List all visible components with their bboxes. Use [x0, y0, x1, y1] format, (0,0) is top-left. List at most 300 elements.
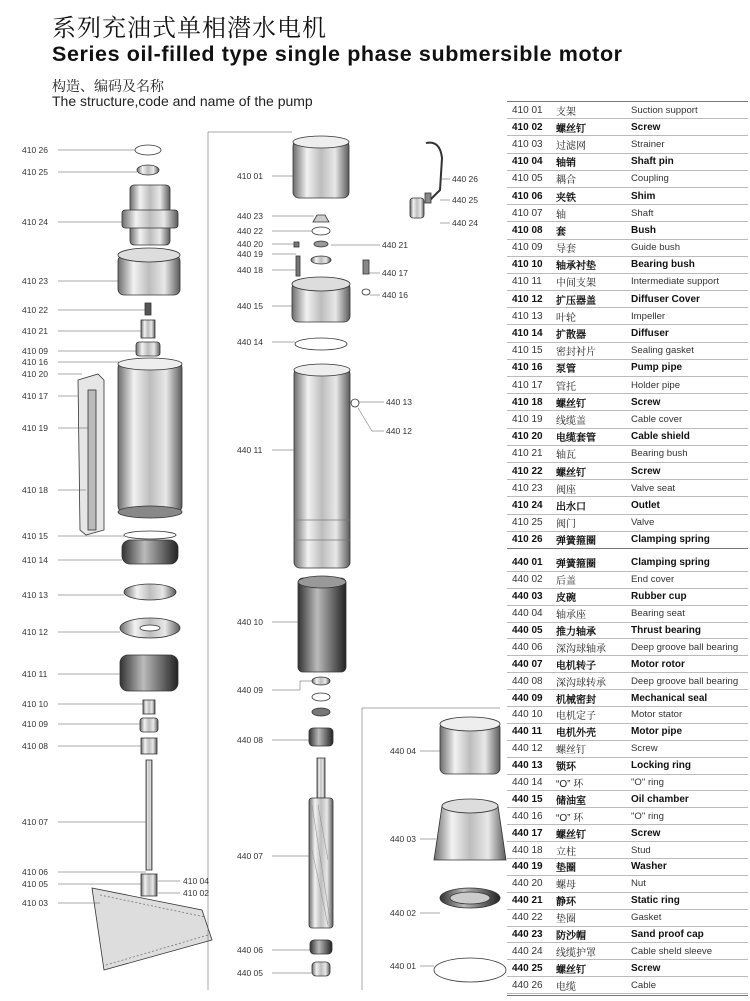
part-code: 410 16 [512, 362, 543, 374]
part-shaft [146, 760, 152, 870]
parts-row [507, 274, 748, 291]
label: 410 09 [22, 346, 48, 356]
part-pump-pipe [118, 362, 182, 512]
part-cn: 螺丝钉 [556, 964, 586, 976]
label: 440 18 [237, 265, 263, 275]
part-cn: 阀座 [556, 484, 576, 496]
part-code: 440 22 [512, 912, 543, 924]
part-code: 410 19 [512, 413, 543, 425]
label: 440 25 [452, 195, 478, 205]
part-en: Static ring [631, 895, 680, 907]
part-en: Strainer [631, 138, 665, 150]
label: 440 03 [390, 834, 416, 844]
part-sand-cap [313, 215, 329, 222]
parts-row [507, 910, 748, 927]
part-static-ring [311, 256, 331, 264]
motor-parts-list [507, 555, 748, 994]
parts-row [507, 240, 748, 257]
parts-row [507, 943, 748, 960]
part-code: 410 17 [512, 379, 543, 391]
part-cable-sheld-sleeve [410, 198, 424, 218]
label: 410 20 [22, 369, 48, 379]
part-cn: 后盖 [556, 576, 576, 588]
part-gasket [312, 227, 330, 235]
parts-row [507, 136, 748, 153]
parts-row [507, 205, 748, 222]
label: 440 14 [237, 337, 263, 347]
part-code: 410 13 [512, 310, 543, 322]
part-cn: 电缆套管 [556, 433, 596, 445]
part-cn: “O” 环 [556, 812, 584, 824]
part-code: 440 21 [512, 895, 543, 907]
subtitle-en: The structure,code and name of the pump [52, 93, 313, 109]
part-code: 440 07 [512, 658, 543, 670]
label: 410 07 [22, 817, 48, 827]
part-cn: 轴瓦 [556, 450, 576, 462]
part-bearing-bush [141, 320, 155, 338]
page-title-cn: 系列充油式单相潜水电机 [52, 15, 327, 42]
label: 440 08 [237, 735, 263, 745]
part-code: 410 26 [512, 534, 543, 546]
part-cn: 螺丝钉 [556, 745, 586, 757]
pump-assembly [78, 145, 212, 970]
part-en: Bearing seat [631, 608, 685, 620]
part-cn: 弹簧箍圈 [556, 536, 596, 548]
part-en: Stud [631, 844, 651, 856]
part-code: 410 07 [512, 207, 543, 219]
part-en: Motor stator [631, 709, 683, 721]
part-cn: 出水口 [556, 501, 586, 513]
part-code: 440 02 [512, 574, 543, 586]
part-en: Bush [631, 224, 656, 236]
parts-row [507, 639, 748, 656]
part-code: 410 22 [512, 465, 543, 477]
parts-row [507, 360, 748, 377]
part-ball-bearing-2 [310, 940, 332, 954]
parts-row [507, 589, 748, 606]
parts-row [507, 532, 748, 549]
parts-row [507, 463, 748, 480]
part-en: Deep groove ball bearing [631, 675, 739, 687]
motor-assembly [292, 136, 442, 976]
parts-row [507, 188, 748, 205]
label: 410 08 [22, 741, 48, 751]
parts-row [507, 377, 748, 394]
part-en: Cable shield [631, 431, 690, 443]
part-cn: 机械密封 [556, 694, 596, 706]
part-en: Thrust bearing [631, 625, 702, 636]
parts-row [507, 394, 748, 411]
part-code: 410 02 [512, 121, 543, 133]
parts-row [507, 673, 748, 690]
label: 410 02 [183, 888, 209, 898]
part-cn: 储油室 [556, 795, 586, 807]
part-code: 440 14 [512, 777, 543, 789]
part-cn: 轴承衬垫 [556, 261, 596, 273]
part-en: Cable sheld sleeve [631, 945, 713, 957]
part-locking-ring [351, 399, 359, 407]
part-labels [22, 145, 478, 978]
label: 410 25 [22, 167, 48, 177]
part-stud [296, 256, 300, 276]
parts-row [507, 893, 748, 910]
part-code: 410 11 [512, 276, 542, 288]
label: 440 09 [237, 685, 263, 695]
part-en: Bearing bush [631, 448, 688, 460]
label: 410 06 [22, 867, 48, 877]
part-cn: “O” 环 [556, 779, 584, 791]
part-mechanical-seal [312, 677, 330, 685]
part-en: Motor rotor [631, 658, 685, 670]
parts-row [507, 960, 748, 977]
part-motor-rotor [317, 758, 325, 798]
part-code: 440 04 [512, 608, 543, 620]
part-en: Screw [631, 743, 658, 755]
part-cn: 螺母 [556, 880, 576, 892]
part-code: 410 21 [512, 448, 543, 460]
label: 410 03 [22, 898, 48, 908]
label: 410 26 [22, 145, 48, 155]
parts-row [507, 102, 748, 119]
part-cn: 套 [556, 226, 566, 238]
parts-row [507, 791, 748, 808]
part-en: Diffuser [631, 328, 669, 340]
part-valve [137, 165, 159, 175]
parts-row [507, 606, 748, 623]
part-en: Motor pipe [631, 726, 683, 738]
part-en: Screw [631, 962, 661, 974]
part-code: 410 03 [512, 138, 543, 150]
part-en: Valve [631, 517, 655, 529]
part-cn: 轴 [556, 209, 566, 221]
label: 410 19 [22, 423, 48, 433]
part-code: 440 24 [512, 945, 543, 957]
part-cn: 密封衬片 [556, 347, 596, 359]
part-code: 440 15 [512, 793, 543, 805]
label: 440 15 [237, 301, 263, 311]
part-cn: 扩压器盖 [556, 295, 596, 307]
part-en: Sealing gasket [631, 345, 694, 357]
part-cn: 深沟球转承 [556, 677, 606, 689]
label: 410 04 [183, 876, 209, 886]
part-en: Screw [631, 396, 661, 408]
part-code: 410 18 [512, 396, 543, 408]
part-code: 440 09 [512, 692, 543, 704]
label: 410 15 [22, 531, 48, 541]
parts-row [507, 758, 748, 775]
label: 410 12 [22, 627, 48, 637]
parts-row [507, 656, 748, 673]
part-en: Deep groove ball bearing [631, 641, 739, 653]
part-code: 410 24 [512, 499, 543, 511]
part-cn: 轴承座 [556, 610, 586, 622]
part-en: Outlet [631, 499, 660, 511]
part-en: Pump pipe [631, 362, 683, 374]
part-en: Screw [631, 465, 661, 477]
part-guide-bush [136, 342, 160, 356]
label: 440 04 [390, 746, 416, 756]
label: 410 13 [22, 590, 48, 600]
label: 440 01 [390, 961, 416, 971]
label: 410 09 [22, 719, 48, 729]
parts-row [507, 411, 748, 428]
part-en: Diffuser Cover [631, 293, 700, 305]
part-code: 440 03 [512, 591, 543, 603]
part-screw-3 [425, 193, 431, 203]
subtitle-cn: 构造、编码及名称 [52, 78, 164, 94]
part-cn: 电机转子 [556, 660, 596, 672]
label: 410 18 [22, 485, 48, 495]
part-en: "O" ring [631, 777, 664, 789]
part-cn: 电机定子 [556, 711, 596, 723]
parts-row [507, 775, 748, 792]
parts-row [507, 927, 748, 944]
label: 410 16 [22, 357, 48, 367]
parts-row [507, 842, 748, 859]
part-en: Clamping spring [631, 534, 710, 546]
table-divider [507, 548, 748, 549]
parts-row [507, 480, 748, 497]
part-coupling [141, 874, 157, 896]
part-cn: 线缆护罩 [556, 947, 596, 959]
label: 440 06 [237, 945, 263, 955]
part-en: Clamping spring [631, 557, 710, 569]
label: 440 10 [237, 617, 263, 627]
part-cn: 电机外壳 [556, 728, 596, 740]
part-clamp-spring-2 [434, 958, 506, 982]
label: 440 02 [390, 908, 416, 918]
part-en: Valve seat [631, 482, 676, 494]
part-en: Shaft [631, 207, 654, 219]
part-motor-stator [298, 578, 346, 672]
page-title-en: Series oil-filled type single phase submersible motor [52, 42, 623, 66]
part-code: 440 08 [512, 675, 543, 687]
part-code: 410 14 [512, 328, 543, 340]
part-cn: 中间支架 [556, 278, 596, 290]
label: 440 07 [237, 851, 263, 861]
label: 410 23 [22, 276, 48, 286]
part-code: 410 20 [512, 431, 543, 443]
part-en: "O" ring [631, 810, 664, 822]
part-en: Gasket [631, 912, 662, 924]
part-en: Bearing bush [631, 259, 695, 271]
part-code: 440 17 [512, 827, 543, 839]
part-en: Suction support [631, 104, 698, 116]
part-cn: 弹簧箍圈 [556, 559, 596, 571]
part-impeller [124, 584, 176, 600]
part-code: 440 06 [512, 641, 543, 653]
part-code: 410 04 [512, 156, 543, 168]
part-en: Shim [631, 190, 656, 202]
part-en: Mechanical seal [631, 692, 708, 704]
part-code: 440 16 [512, 810, 543, 822]
part-cn: 皮碗 [556, 593, 576, 605]
parts-row [507, 222, 748, 239]
part-code: 410 06 [512, 190, 543, 202]
label: 410 14 [22, 555, 48, 565]
part-en: Nut [631, 878, 646, 890]
parts-row [507, 343, 748, 360]
part-motor-pipe [294, 368, 350, 568]
parts-row [507, 154, 748, 171]
label: 440 13 [386, 397, 412, 407]
parts-table [507, 101, 748, 996]
part-code: 410 08 [512, 224, 543, 236]
label: 410 05 [22, 879, 48, 889]
part-cn: 支架 [556, 106, 576, 118]
parts-row [507, 291, 748, 308]
parts-row [507, 707, 748, 724]
part-code: 440 26 [512, 979, 543, 991]
part-o-ring-2 [295, 338, 347, 350]
part-code: 410 09 [512, 242, 543, 254]
label: 410 24 [22, 217, 48, 227]
part-bearing-bush-2 [143, 700, 155, 714]
part-code: 440 12 [512, 743, 543, 755]
part-o-ring [362, 289, 370, 295]
label: 410 21 [22, 326, 48, 336]
part-suction-support [293, 140, 349, 198]
parts-row [507, 171, 748, 188]
part-en: Intermediate support [631, 276, 719, 288]
label: 440 22 [237, 226, 263, 236]
label: 440 17 [382, 268, 408, 278]
part-cn: 锁环 [556, 762, 576, 774]
parts-row [507, 119, 748, 136]
label: 410 10 [22, 699, 48, 709]
part-en: Washer [631, 861, 667, 873]
part-cn: 线缆盖 [556, 415, 586, 427]
part-strainer [92, 888, 212, 970]
part-rubber-cup [434, 806, 506, 860]
part-cn: 导套 [556, 244, 576, 256]
parts-row [507, 257, 748, 274]
part-code: 440 05 [512, 625, 543, 636]
part-ball-bearing [309, 728, 333, 746]
parts-row [507, 690, 748, 707]
part-cn: 推力轴承 [556, 627, 596, 638]
label: 410 17 [22, 391, 48, 401]
part-en: Holder pipe [631, 379, 681, 391]
label: 440 11 [237, 445, 263, 455]
part-diffuser [122, 540, 178, 564]
label: 410 01 [237, 171, 263, 181]
part-cn: 立柱 [556, 846, 576, 858]
part-code: 410 12 [512, 293, 543, 305]
part-cn: 轴销 [556, 158, 576, 170]
part-en: Impeller [631, 310, 666, 322]
part-en: Shaft pin [631, 156, 674, 168]
label: 440 05 [237, 968, 263, 978]
part-intermediate-support [120, 655, 178, 691]
part-en: Cable [631, 979, 657, 991]
part-cn: 螺丝钉 [556, 123, 586, 135]
part-cn: 过滤网 [556, 140, 586, 152]
part-code: 410 23 [512, 482, 543, 494]
part-code: 440 19 [512, 861, 543, 873]
part-cn: 螺丝钉 [556, 829, 586, 841]
label: 440 16 [382, 290, 408, 300]
parts-row [507, 325, 748, 342]
label: 410 22 [22, 305, 48, 315]
part-screw [145, 303, 151, 315]
part-cn: 叶轮 [556, 312, 576, 324]
parts-row [507, 876, 748, 893]
parts-row [507, 497, 748, 514]
parts-row [507, 808, 748, 825]
part-cn: 垫圈 [556, 914, 576, 926]
part-cn: 管托 [556, 381, 576, 393]
part-code: 440 23 [512, 929, 543, 941]
label: 440 12 [386, 426, 412, 436]
part-cn: 螺丝钉 [556, 398, 586, 410]
label: 440 19 [237, 249, 263, 259]
part-clamp-spring [135, 145, 161, 155]
part-cn: 防沙帽 [556, 931, 586, 943]
part-code: 440 20 [512, 878, 543, 890]
label: 440 26 [452, 174, 478, 184]
part-en: Cable cover [631, 413, 683, 425]
label: 410 11 [22, 669, 48, 679]
part-en: Screw [631, 121, 661, 133]
part-en: Guide bush [631, 242, 681, 254]
part-en: Oil chamber [631, 793, 689, 805]
label: 440 23 [237, 211, 263, 221]
part-cn: 深沟球轴承 [556, 643, 606, 655]
parts-row [507, 859, 748, 876]
part-en: Coupling [631, 173, 669, 185]
part-cable [426, 143, 442, 200]
parts-row [507, 308, 748, 325]
part-cn: 耦合 [556, 175, 576, 187]
parts-row [507, 572, 748, 589]
parts-row [507, 515, 748, 532]
part-code: 410 10 [512, 259, 543, 271]
part-thrust-bearing [312, 962, 330, 976]
part-code: 440 10 [512, 709, 543, 721]
part-code: 440 18 [512, 844, 543, 856]
parts-row [507, 724, 748, 741]
motor-end-assembly [434, 717, 506, 982]
parts-row [507, 429, 748, 446]
part-en: Sand proof cap [631, 929, 704, 941]
label: 440 20 [237, 239, 263, 249]
part-code: 440 11 [512, 726, 543, 738]
parts-row [507, 741, 748, 758]
parts-row [507, 555, 748, 572]
part-code: 440 01 [512, 557, 543, 569]
part-en: Screw [631, 827, 661, 839]
part-code: 410 25 [512, 517, 543, 529]
part-cn: 垫圈 [556, 863, 576, 875]
label: 440 21 [382, 240, 408, 250]
part-code: 440 25 [512, 962, 543, 974]
parts-row [507, 623, 748, 640]
label: 440 24 [452, 218, 478, 228]
part-en: Locking ring [631, 760, 691, 772]
part-cn: 静环 [556, 897, 576, 909]
part-code: 410 01 [512, 104, 543, 116]
part-code: 410 15 [512, 345, 543, 357]
part-cn: 夹铁 [556, 192, 576, 204]
parts-row [507, 977, 748, 994]
part-cn: 泵管 [556, 364, 576, 376]
part-en: Rubber cup [631, 591, 687, 603]
part-en: End cover [631, 574, 675, 586]
part-screw-2 [363, 260, 369, 274]
part-code: 440 13 [512, 760, 543, 772]
part-sealing-gasket [124, 531, 176, 539]
